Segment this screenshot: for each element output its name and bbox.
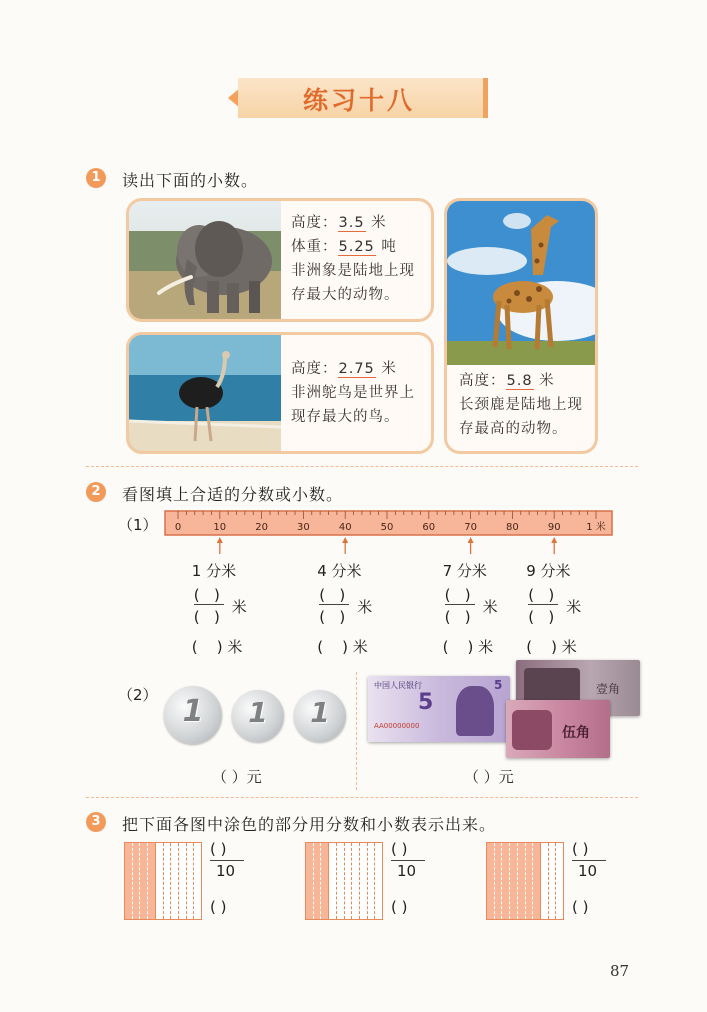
fraction-bar — [391, 860, 425, 861]
empty-column — [351, 843, 359, 919]
empty-column — [170, 843, 178, 919]
elephant-text: 高度：3.5 米 体重：5.25 吨 非洲象是陆地上现 存最大的动物。 — [291, 215, 415, 303]
divider — [86, 797, 638, 798]
unit-meter: 米 — [482, 598, 498, 616]
shaded-grid — [486, 842, 564, 920]
numerator-blank[interactable]: ( ) — [572, 840, 589, 858]
numerator-blank[interactable]: ( ) — [528, 586, 555, 604]
ruler-label: 50 — [380, 522, 394, 533]
shaded-grid — [305, 842, 383, 920]
ruler-arrowhead-icon — [468, 537, 474, 543]
ruler-label: 0 — [174, 522, 182, 533]
empty-column — [336, 843, 344, 919]
shaded-column — [501, 843, 509, 919]
divider — [86, 466, 638, 467]
unit-meter: 米 — [231, 598, 247, 616]
title-banner — [228, 76, 490, 120]
empty-column — [548, 843, 556, 919]
page-title: 练习十八 — [302, 86, 415, 115]
empty-column — [374, 843, 382, 919]
ruler-arrowhead-icon — [342, 537, 348, 543]
ostrich-card — [126, 332, 434, 454]
page-number: 87 — [610, 962, 630, 980]
empty-column — [555, 843, 563, 919]
question-2-prompt: 看图填上合适的分数或小数。 — [122, 485, 344, 504]
bill-answer-blank[interactable]: （ ）元 — [464, 768, 514, 786]
ruler-label: 30 — [297, 522, 310, 533]
ruler-label: 10 — [213, 522, 227, 533]
part-1-label: （1） — [118, 516, 158, 534]
giraffe-image — [447, 201, 595, 365]
ruler-label: 1 米 — [586, 522, 606, 533]
question-3-prompt: 把下面各图中涂色的部分用分数和小数表示出来。 — [122, 815, 497, 834]
decimal-answer-blank[interactable]: ( ) — [210, 898, 227, 916]
empty-column — [193, 843, 201, 919]
ruler-label: 60 — [422, 522, 436, 533]
empty-column — [344, 843, 352, 919]
banknote-5-yuan: 中国人民银行 5 5 AA00000000 — [368, 676, 510, 742]
decimal-answer-blank[interactable]: ( ) 米 — [317, 638, 368, 656]
length-label: 7 分米 — [442, 562, 487, 580]
fraction-answer — [391, 840, 441, 920]
elephant-card — [126, 198, 434, 322]
denominator: 10 — [397, 862, 417, 880]
denominator: 10 — [216, 862, 236, 880]
shaded-column — [306, 843, 313, 919]
fraction-bar — [194, 604, 224, 605]
denominator-blank[interactable]: ( ) — [528, 608, 555, 626]
banknote-1-jiao: 壹角 — [516, 660, 640, 716]
shaded-column — [139, 843, 147, 919]
numerator-blank[interactable]: ( ) — [444, 586, 471, 604]
giraffe-text: 高度：5.8 米 长颈鹿是陆地上现 存最高的动物。 — [459, 373, 583, 437]
coin-answer-blank[interactable]: （ ）元 — [212, 768, 262, 786]
denominator: 10 — [578, 862, 598, 880]
question-1-number: 1 — [86, 168, 106, 188]
unit-meter: 米 — [566, 598, 582, 616]
ruler-answer-group — [317, 560, 397, 660]
length-label: 9 分米 — [526, 562, 571, 580]
shaded-column — [132, 843, 140, 919]
shaded-column — [313, 843, 321, 919]
shaded-column — [125, 843, 132, 919]
elephant-image — [129, 201, 281, 319]
numerator-blank[interactable]: ( ) — [210, 840, 227, 858]
fraction-bar — [528, 604, 558, 605]
fraction-bar — [445, 604, 475, 605]
length-label: 4 分米 — [317, 562, 362, 580]
shaded-column — [509, 843, 517, 919]
ruler-arrowhead-icon — [551, 537, 557, 543]
coin-1-yuan: 1 — [294, 690, 346, 742]
empty-column — [359, 843, 367, 919]
shaded-column — [525, 843, 533, 919]
decimal-answer-blank[interactable]: ( ) 米 — [526, 638, 577, 656]
coin-1-yuan: 1 — [232, 690, 284, 742]
shaded-column — [517, 843, 525, 919]
empty-column — [367, 843, 375, 919]
ruler-label: 90 — [547, 522, 561, 533]
ruler-label: 70 — [464, 522, 477, 533]
coin-1-yuan: 1 — [164, 686, 222, 744]
shaded-column — [494, 843, 502, 919]
shaded-column — [320, 843, 328, 919]
question-2-number: 2 — [86, 482, 106, 502]
banknote-5-jiao: 伍角 — [506, 700, 610, 758]
shaded-column — [532, 843, 540, 919]
empty-column — [178, 843, 186, 919]
denominator-blank[interactable]: ( ) — [319, 608, 346, 626]
divider-vertical — [356, 672, 357, 790]
ruler-label: 40 — [338, 522, 352, 533]
decimal-answer-blank[interactable]: ( ) 米 — [191, 638, 243, 656]
meter-ruler — [164, 510, 614, 558]
shaded-column — [147, 843, 155, 919]
shaded-column — [487, 843, 494, 919]
denominator-blank[interactable]: ( ) — [444, 608, 471, 626]
ruler-answer-group — [192, 560, 272, 660]
denominator-blank[interactable]: ( ) — [193, 608, 220, 626]
ruler-label: 80 — [506, 522, 519, 533]
ostrich-image — [129, 335, 281, 451]
empty-column — [163, 843, 171, 919]
ruler-answer-group — [443, 560, 523, 660]
empty-column — [155, 843, 163, 919]
question-1-prompt: 读出下面的小数。 — [122, 171, 259, 190]
ostrich-text: 高度：2.75 米 非洲鸵鸟是世界上 现存最大的鸟。 — [291, 361, 415, 425]
ruler-answer-group — [526, 560, 606, 660]
shaded-grid — [124, 842, 202, 920]
decimal-answer-blank[interactable]: ( ) 米 — [442, 638, 494, 656]
fraction-answer — [572, 840, 622, 920]
decimal-answer-blank[interactable]: ( ) — [391, 898, 408, 916]
decimal-answer-blank[interactable]: ( ) — [572, 898, 589, 916]
giraffe-card — [444, 198, 598, 454]
fraction-answer — [210, 840, 260, 920]
numerator-blank[interactable]: ( ) — [391, 840, 408, 858]
part-2-label: （2） — [118, 686, 158, 704]
ruler-label: 20 — [255, 522, 268, 533]
unit-meter: 米 — [357, 598, 373, 616]
empty-column — [540, 843, 548, 919]
empty-column — [186, 843, 194, 919]
question-3-number: 3 — [86, 812, 106, 832]
length-label: 1 分米 — [191, 562, 237, 580]
ruler-arrowhead-icon — [217, 537, 223, 543]
fraction-bar — [572, 860, 606, 861]
numerator-blank[interactable]: ( ) — [319, 586, 346, 604]
empty-column — [328, 843, 336, 919]
fraction-bar — [319, 604, 349, 605]
fraction-bar — [210, 860, 244, 861]
numerator-blank[interactable]: ( ) — [193, 586, 220, 604]
